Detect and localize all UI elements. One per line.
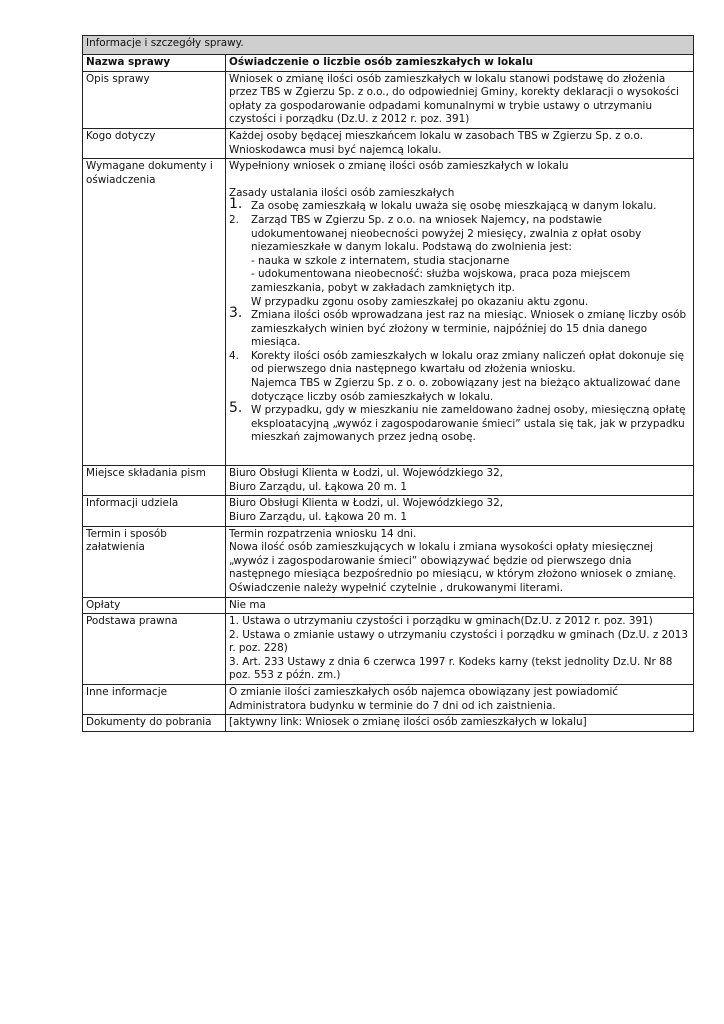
table-row [83,159,694,466]
download-link[interactable]: [aktywny link: Wniosek o zmianę ilości osób zamieszkałych w lokalu] [226,715,694,732]
info-label: Informacji udziela [83,496,226,526]
case-name-value: Oświadczenie o liczbie osób zamieszkałych w lokalu [226,55,694,72]
list-item: 1. Za osobę zamieszkałą w lokalu uważa się osobę mieszkającą w danym lokalu. [229,196,657,213]
table-row [83,614,694,685]
description-label: Opis sprawy [83,71,226,128]
table-row [83,55,694,72]
table-header-row [83,36,694,55]
place-label: Miejsce składania pism [83,466,226,496]
list-item: 3. Zmiana ilości osób wprowadzana jest raz na miesiąc. Wniosek o zmianę liczby osób zamieszkałych winien być złożony w terminie, najpóźniej do 15 dnia danego miesiąca. [229,305,687,349]
fees-value: Nie ma [226,597,694,614]
table-row [83,526,694,597]
deadline-label: Termin i sposób załatwienia [83,526,226,597]
table-row [83,685,694,715]
deadline-value: Termin rozpatrzenia wniosku 14 dni. Nowa ilość osób zamieszkujących w lokalu i zmiana wysokości opłaty miesięcznej „wywóz i zagospodarowanie śmieci” obowiązywać będzie od pierwszego dnia następnego miesiąca bezpośrednio po miesiącu, w którym złożono wniosek o zmianę. Oświadczenie należy wypełnić czytelnie , drukowanymi literami. [226,526,694,597]
rules-list [229,196,690,445]
list-item: 3. Art. 233 Ustawy z dnia 6 czerwca 1997 r. Kodeks karny (tekst jednolity Dz.U. Nr 88 poz. 553 z późn. zm.) [229,655,673,682]
case-name-label: Nazwa sprawy [83,55,226,72]
documents-label: Wymagane dokumenty i oświadczenia [83,159,226,466]
rules-title: Zasady ustalania ilości osób zamieszkałych [229,186,455,199]
description-value: Wniosek o zmianę ilości osób zamieszkałych w lokalu stanowi podstawę do złożenia przez TBS w Zgierzu Sp. z o.o., do odpowiedniej Gminy, korekty deklaracji o wysokości opłaty za gospodarowanie odpadami komunalnymi w trybie ustawy o utrzymaniu czystości i porządku (Dz.U. z 2012 r. poz. 391) [226,71,694,128]
table-row [83,597,694,614]
documents-line: Wypełniony wniosek o zmianę ilości osób zamieszkałych w lokalu [229,160,569,173]
table-header: Informacje i szczegóły sprawy. [83,36,694,55]
table-row [83,71,694,128]
table-row [83,466,694,496]
table-row [83,128,694,158]
place-value: Biuro Obsługi Klienta w Łodzi, ul. Wojewódzkiego 32, Biuro Zarządu, ul. Łąkowa 20 m. 1 [226,466,694,496]
who-value: Każdej osoby będącej mieszkańcem lokalu w zasobach TBS w Zgierzu Sp. z o.o. Wnioskodawca musi być najemcą lokalu. [226,128,694,158]
info-value: Biuro Obsługi Klienta w Łodzi, ul. Wojewódzkiego 32, Biuro Zarządu, ul. Łąkowa 20 m. 1 [226,496,694,526]
who-label: Kogo dotyczy [83,128,226,158]
legal-value [226,614,694,685]
list-item: 5. W przypadku, gdy w mieszkaniu nie zameldowano żadnej osoby, miesięczną opłatę eksploatacyjną „wywóz i zagospodarowanie śmieci” ustala się tak, jak w przypadku mieszkań zajmowanych przez jedną osobę. [229,400,686,444]
list-item: 2. Ustawa o zmianie ustawy o utrzymaniu czystości i porządku w gminach (Dz.U. z 2013 r. poz. 228) [229,628,689,655]
legal-label: Podstawa prawna [83,614,226,685]
downloads-label: Dokumenty do pobrania [83,715,226,732]
list-item: 4. Korekty ilości osób zamieszkałych w lokalu oraz zmiany naliczeń opłat dokonuje się od pierwszego dnia następnego kwartału od złożenia wniosku. Najemca TBS w Zgierzu Sp. z o. o. zobowiązany jest na bieżąco aktualizować dane dotyczące liczby osób zamieszkałych w lokalu. [229,349,684,403]
other-value: O zmianie ilości zamieszkałych osób najemca obowiązany jest powiadomić Administratora budynku w terminie do 7 dni od ich zaistnienia. [226,685,694,715]
table-row [83,496,694,526]
documents-cell [226,159,694,466]
table-row [83,715,694,732]
list-item: 1. Ustawa o utrzymaniu czystości i porządku w gminach(Dz.U. z 2012 r. poz. 391) [229,615,653,628]
other-label: Inne informacje [83,685,226,715]
case-details-table [82,35,694,732]
fees-label: Opłaty [83,597,226,614]
list-item: 2. Zarząd TBS w Zgierzu Sp. z o.o. na wniosek Najemcy, na podstawie udokumentowanej nieobecności powyżej 2 miesięcy, zwalnia z opłat osoby niezamieszkałe w danym lokalu. Podstawą do zwolnienia jest: - nauka w szkole z internatem, studia stacjonarne - udokumentowana nieobecność: służba wojskowa, praca poza miejscem zamieszkania, pobyt w zakładach zamkniętych itp. W przypadku zgonu osoby zamieszkałej po okazaniu aktu zgonu. [229,213,642,308]
